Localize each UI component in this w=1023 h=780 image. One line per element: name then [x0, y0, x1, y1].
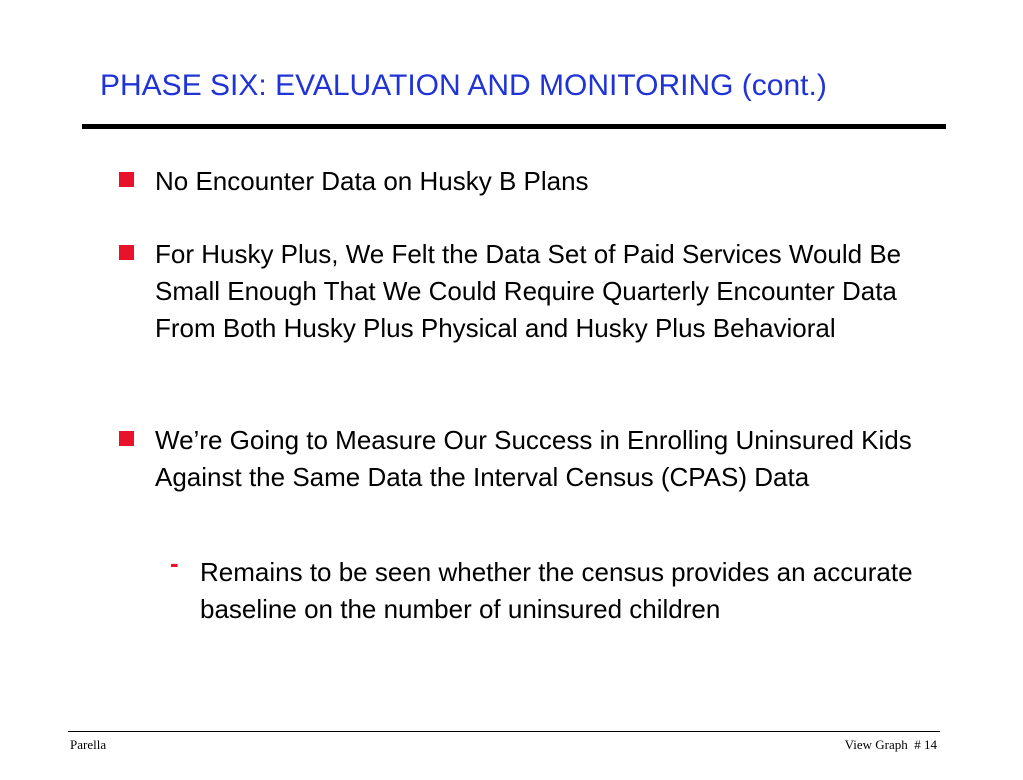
- dash-bullet-icon: -: [170, 548, 179, 578]
- slide-title: PHASE SIX: EVALUATION AND MONITORING (cont.): [100, 69, 827, 102]
- footer-page-label: View Graph # 14: [844, 737, 937, 752]
- bullet-text: For Husky Plus, We Felt the Data Set of Paid Services Would Be Small Enough That We Could Require Quarterly Encounter Data From Both Husky Plus Physical and Husky Plus Behavioral: [155, 239, 902, 343]
- square-bullet-icon: [119, 431, 134, 446]
- footer-divider: [68, 731, 940, 732]
- footer-author: Parella: [70, 737, 107, 752]
- sub-bullet-text: Remains to be seen whether the census provides an accurate baseline on the number of uninsured children: [200, 557, 913, 624]
- bullet-text: We’re Going to Measure Our Success in Enrolling Uninsured Kids Against the Same Data the Interval Census (CPAS) Data: [155, 425, 912, 492]
- bullet-text: No Encounter Data on Husky B Plans: [155, 166, 589, 196]
- square-bullet-icon: [119, 172, 134, 187]
- title-divider: [82, 124, 946, 129]
- square-bullet-icon: [119, 245, 134, 260]
